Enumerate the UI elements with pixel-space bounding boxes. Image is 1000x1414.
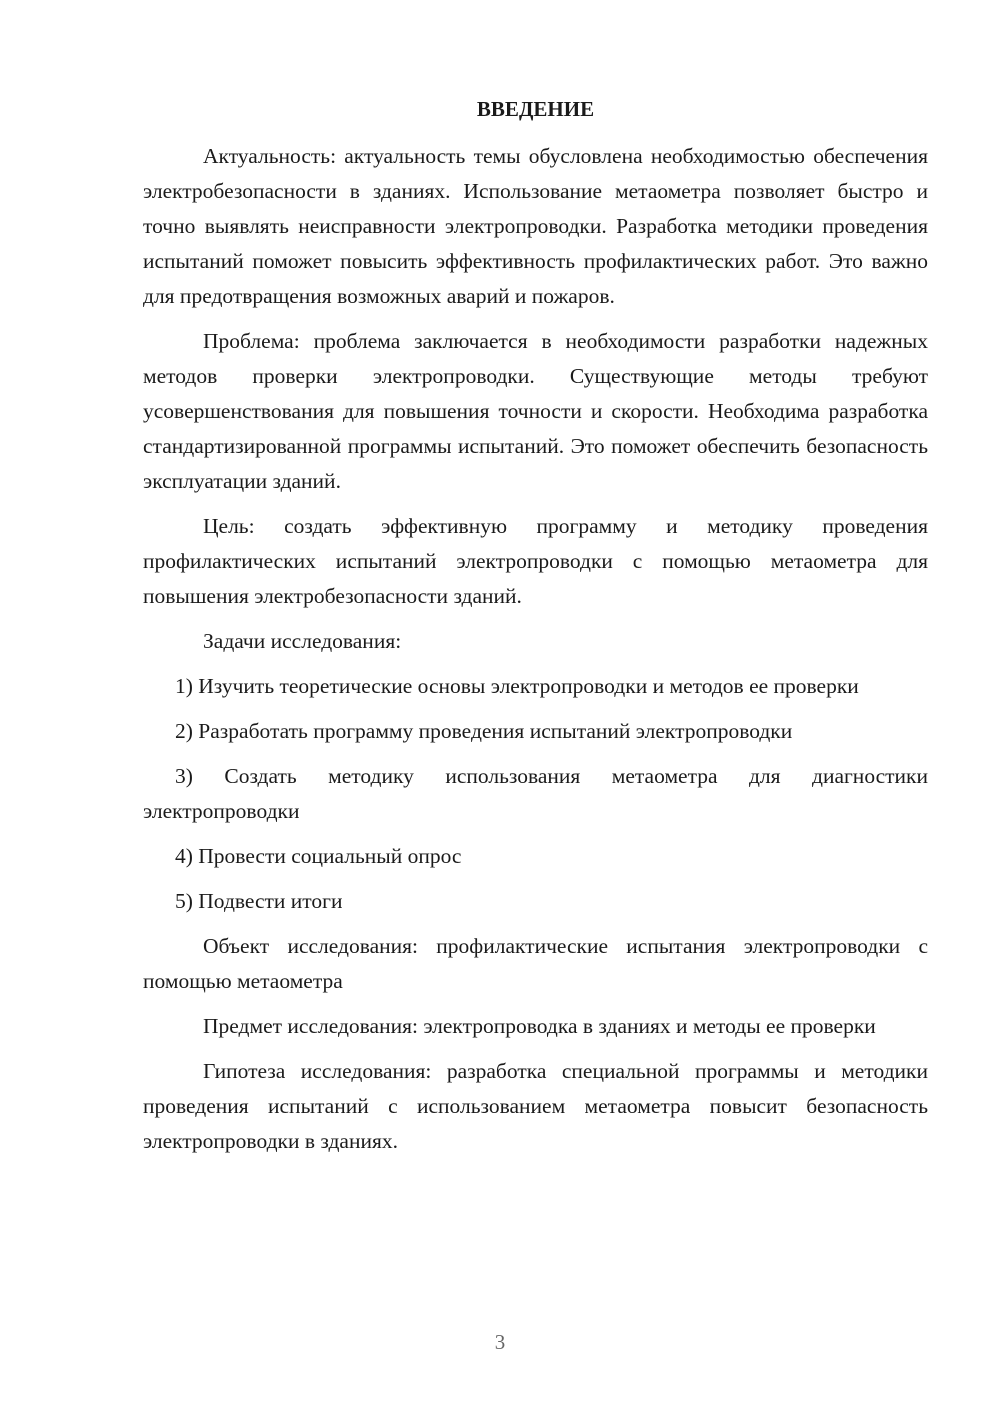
paragraph-hypothesis: Гипотеза исследования: разработка специальной программы и методики проведения испытаний с использованием метаометра повысит безопасность электропроводки в зданиях.	[143, 1059, 928, 1153]
task-item-3: 3) Создать методику использования метаометра для диагностики электропроводки	[143, 764, 928, 823]
paragraph-object: Объект исследования: профилактические испытания электропроводки с помощью метаометра	[143, 934, 928, 993]
paragraph-problem: Проблема: проблема заключается в необходимости разработки надежных методов проверки электропроводки. Существующие методы требуют усовершенствования для повышения точности и скорости. Необходима разработка стандартизированной программы испытаний. Это поможет обеспечить безопасность эксплуатации зданий.	[143, 329, 928, 493]
paragraph-subject: Предмет исследования: электропроводка в зданиях и методы ее проверки	[203, 1014, 876, 1038]
section-title: ВВЕДЕНИЕ	[476, 97, 595, 121]
tasks-heading: Задачи исследования:	[203, 629, 402, 653]
task-item-2: 2) Разработать программу проведения испытаний электропроводки	[175, 719, 793, 743]
task-item-5: 5) Подвести итоги	[175, 889, 343, 913]
task-item-1: 1) Изучить теоретические основы электропроводки и методов ее проверки	[175, 674, 859, 698]
page-number: 3	[494, 1330, 506, 1354]
task-item-4: 4) Провести социальный опрос	[175, 844, 462, 868]
document-page	[143, 92, 928, 1169]
paragraph-relevance: Актуальность: актуальность темы обусловлена необходимостью обеспечения электробезопасности в зданиях. Использование метаометра позволяет быстро и точно выявлять неисправности электропроводки. Разработка методики проведения испытаний поможет повысить эффективность профилактических работ. Это важно для предотвращения возможных аварий и пожаров.	[143, 144, 928, 308]
paragraph-goal: Цель: создать эффективную программу и методику проведения профилактических испытаний электропроводки с помощью метаометра для повышения электробезопасности зданий.	[143, 514, 928, 608]
